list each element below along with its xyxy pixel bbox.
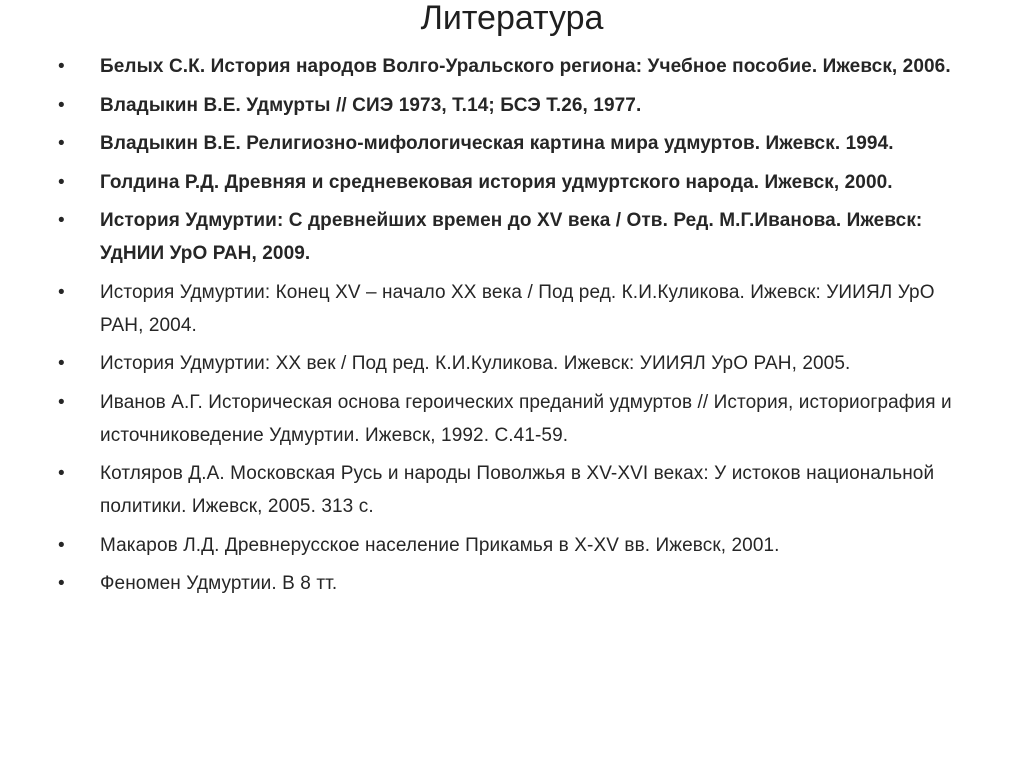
bibliography-item xyxy=(58,457,958,523)
bibliography-item-text: Макаров Л.Д. Древнерусское население Прикамья в X-XV вв. Ижевск, 2001. xyxy=(100,534,780,556)
bibliography-item xyxy=(58,386,958,452)
bibliography-item-text: Белых С.К. История народов Волго-Уральского региона: Учебное пособие. Ижевск, 2006. xyxy=(100,56,951,77)
bibliography-item-text: Котляров Д.А. Московская Русь и народы Поволжья в XV-XVI веках: У истоков национальной политики. Ижевск, 2005. 313 с. xyxy=(100,463,935,517)
bibliography-item xyxy=(58,347,958,380)
bibliography-item xyxy=(58,166,958,199)
bibliography-item-text: Голдина Р.Д. Древняя и средневековая история удмуртского народа. Ижевск, 2000. xyxy=(100,171,893,193)
bibliography-item-text: История Удмуртии: XX век / Под ред. К.И.Куликова. Ижевск: УИИЯЛ УрО РАН, 2005. xyxy=(100,353,851,374)
bullet-icon: • xyxy=(58,94,65,116)
bibliography-item-text: История Удмуртии: Конец XV – начало XX века / Под ред. К.И.Куликова. Ижевск: УИИЯЛ УрО РАН, 2004. xyxy=(100,281,935,336)
bibliography-item xyxy=(58,127,958,160)
bibliography-item xyxy=(58,50,958,83)
bibliography-item-text: Владыкин В.Е. Религиозно-мифологическая картина мира удмуртов. Ижевск. 1994. xyxy=(100,133,894,154)
bullet-icon: • xyxy=(58,210,65,231)
bullet-icon: • xyxy=(58,281,65,303)
bibliography-item-text: Феномен Удмуртии. В 8 тт. xyxy=(100,573,338,594)
bullet-icon: • xyxy=(58,353,65,374)
bibliography-list xyxy=(58,50,958,606)
bibliography-item-text: История Удмуртии: С древнейших времен до XV века / Отв. Ред. М.Г.Иванова. Ижевск: УдНИИ УрО РАН, 2009. xyxy=(100,210,923,264)
bullet-icon: • xyxy=(58,171,65,193)
bibliography-item-text: Владыкин В.Е. Удмурты // СИЭ 1973, Т.14; БСЭ Т.26, 1977. xyxy=(100,94,642,116)
bullet-icon: • xyxy=(58,573,65,594)
bullet-icon: • xyxy=(58,534,65,556)
bibliography-item xyxy=(58,204,958,270)
bullet-icon: • xyxy=(58,463,65,484)
bibliography-item-text: Иванов А.Г. Историческая основа героических преданий удмуртов // История, историография и источниковедение Удмуртии. Ижевск, 1992. С.41-59. xyxy=(100,391,952,446)
bibliography-item xyxy=(58,529,958,562)
bullet-icon: • xyxy=(58,56,65,77)
bullet-icon: • xyxy=(58,391,65,413)
bibliography-item xyxy=(58,276,958,342)
slide-title: Литература xyxy=(420,0,604,37)
bibliography-item xyxy=(58,89,958,122)
bibliography-item xyxy=(58,567,958,600)
bullet-icon: • xyxy=(58,133,65,154)
